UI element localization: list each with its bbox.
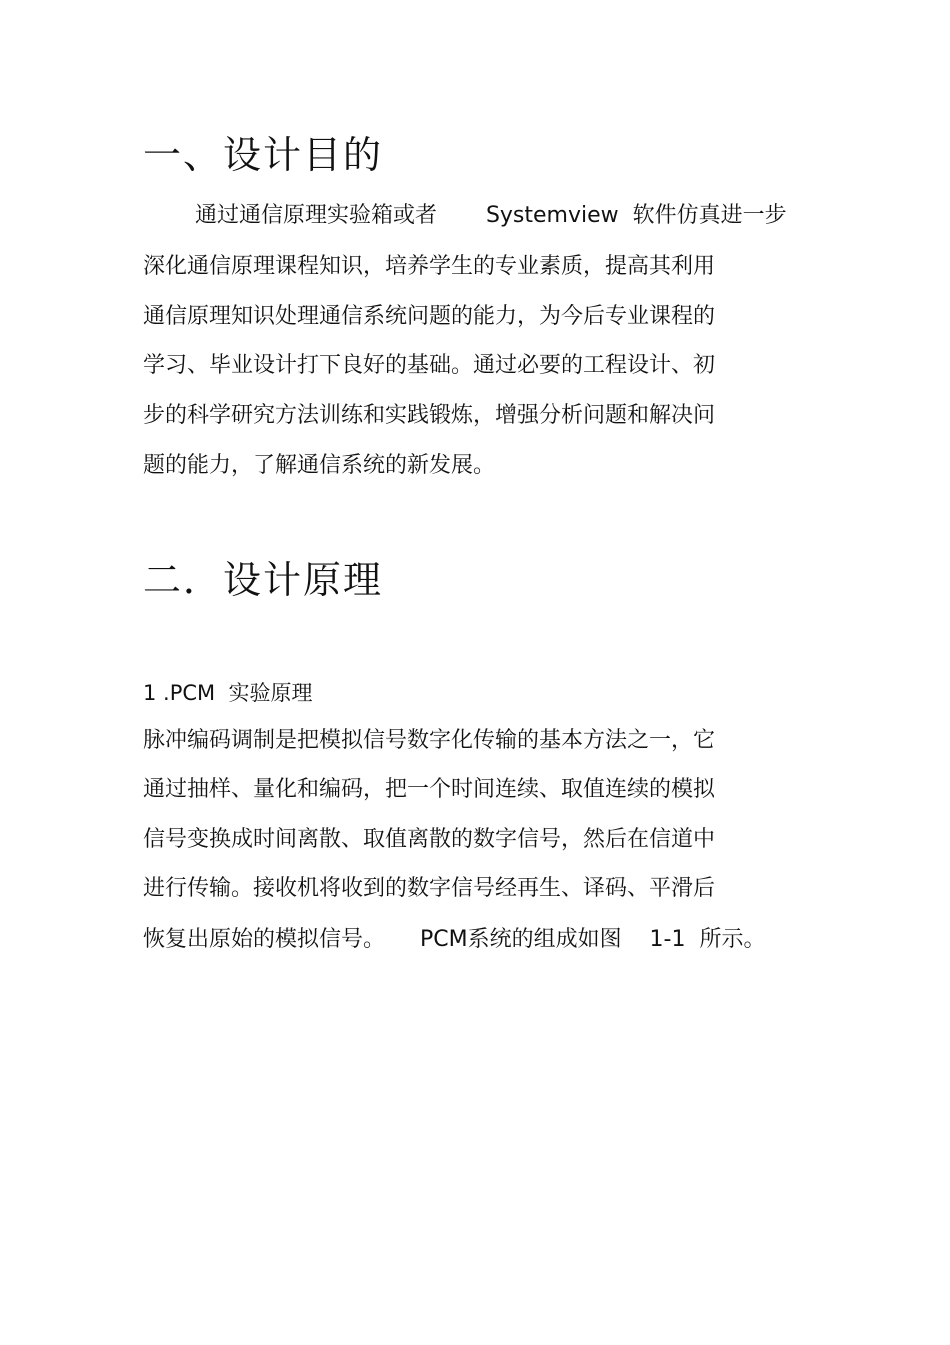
section-1-paragraph-line: 步的科学研究方法训练和实践锻炼，增强分析问题和解决问 bbox=[143, 403, 716, 428]
section-1-paragraph-line: 题的能力，了解通信系统的新发展。 bbox=[143, 453, 496, 478]
section-2-paragraph-line: 进行传输。接收机将收到的数字信号经再生、译码、平滑后 bbox=[143, 876, 716, 901]
section-2-paragraph-line: 信号变换成时间离散、取值离散的数字信号，然后在信道中 bbox=[143, 827, 716, 852]
section-2-paragraph-line: 脉冲编码调制是把模拟信号数字化传输的基本方法之一，它 bbox=[143, 728, 716, 753]
section-2-paragraph-line: 恢复出原始的模拟信号。 PCM系统的组成如图 1-1 所示。 bbox=[143, 927, 766, 952]
section-1-paragraph-line: 深化通信原理课程知识，培养学生的专业素质，提高其利用 bbox=[143, 254, 716, 279]
section-1-heading: 一、设计目的 bbox=[143, 133, 384, 177]
section-1-paragraph-line: 通信原理知识处理通信系统问题的能力，为今后专业课程的 bbox=[143, 304, 716, 329]
section-2-paragraph-line: 通过抽样、量化和编码，把一个时间连续、取值连续的模拟 bbox=[143, 777, 716, 802]
section-2-heading: 二．设计原理 bbox=[143, 558, 384, 602]
section-2-subheading: 1 .PCM 实验原理 bbox=[143, 681, 313, 705]
section-1-paragraph-line: 学习、毕业设计打下良好的基础。通过必要的工程设计、初 bbox=[143, 353, 716, 378]
section-1-paragraph-line: 通过通信原理实验箱或者 Systemview 软件仿真进一步 bbox=[195, 203, 787, 228]
